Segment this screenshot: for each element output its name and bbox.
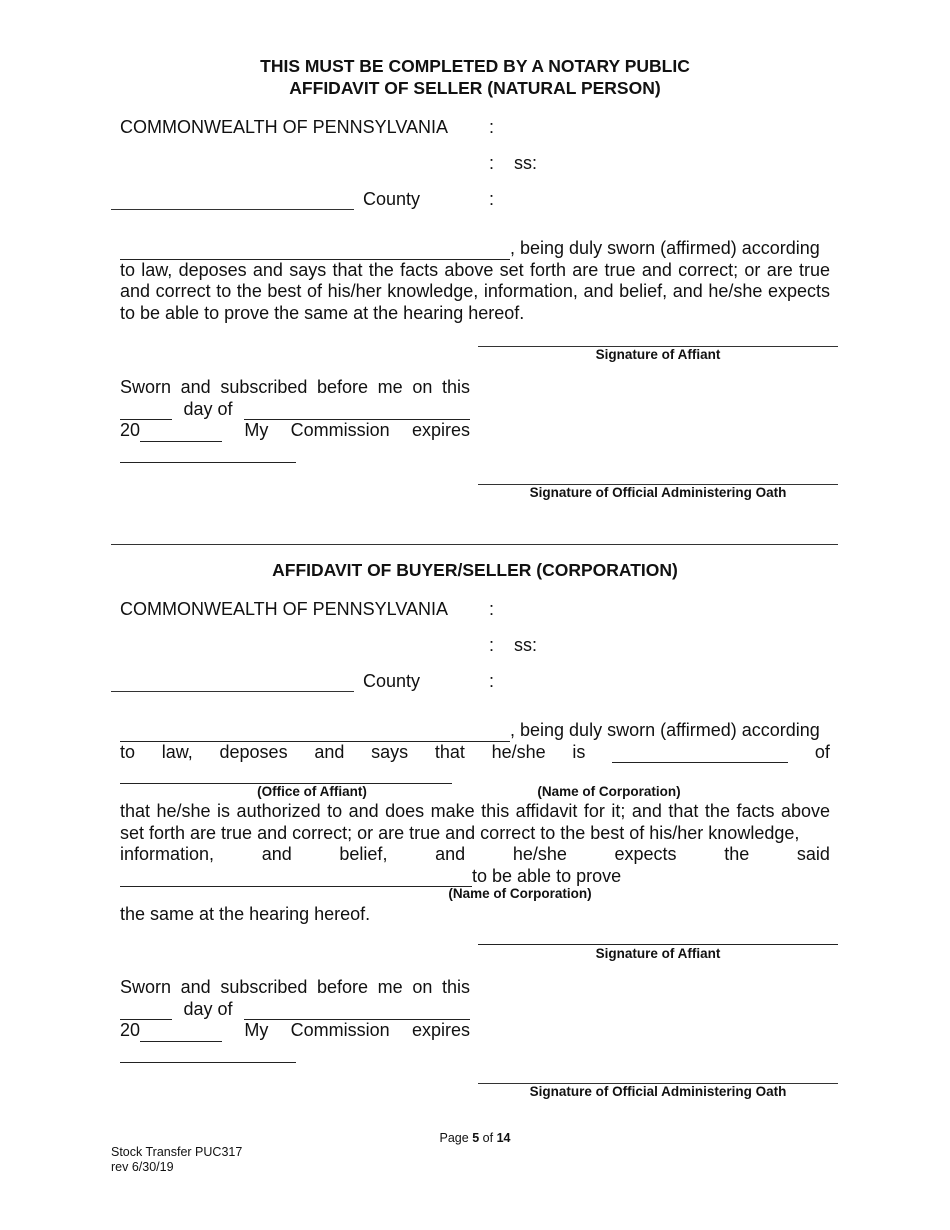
affiant-name-field[interactable] [120,241,510,260]
sworn-clause: , being duly sworn (affirmed) according [510,720,820,740]
form-revision: rev 6/30/19 [111,1160,174,1174]
commission-word: Commission [290,1020,390,1040]
jurat-word: Sworn [120,977,172,997]
office-caption: (Office of Affiant) [257,784,367,799]
seller-affidavit-text [120,238,830,324]
body-word: he/she [512,844,567,864]
commission-word: My [244,420,269,440]
jurat-word: on [412,377,433,397]
jurat-word: me [377,977,403,997]
jurat-word: on [412,977,433,997]
office-of-affiant-field[interactable] [612,744,788,763]
seller-affidavit-title: AFFIDAVIT OF SELLER (NATURAL PERSON) [289,78,661,98]
body-word: of [814,741,830,762]
page-of: of [482,1131,494,1145]
county-name-field[interactable] [111,691,354,692]
jurat-word: this [441,377,470,397]
venue-colon: : [489,599,495,619]
jurat-word: me [377,377,403,397]
official-signature-caption: Signature of Official Administering Oath [529,1084,787,1099]
body-word: says [371,741,409,762]
ss-label: ss: [514,153,538,173]
commission-expiry-field[interactable] [120,1044,296,1063]
ss-label: ss: [514,635,538,655]
body-word: law, [161,741,193,762]
official-signature-caption: Signature of Official Administering Oath [529,485,787,500]
body-word: said [796,844,830,864]
corporation-caption: (Name of Corporation) [448,886,592,901]
corporation-affidavit-body [120,801,830,887]
body-word: deposes [219,741,288,762]
day-field[interactable] [120,1001,172,1020]
body-word: belief, [339,844,388,864]
corporation-body-text: that he/she is authorized to and does make this affidavit for it; and that the facts above set forth are true and correct; or are true and correct to the best of his/her knowledge, [120,801,830,843]
day-of-label: day of [183,998,233,1019]
year-prefix: 20 [120,1020,141,1040]
commission-word: expires [411,1020,470,1040]
body-word: that [434,741,465,762]
corporation-name-field[interactable] [120,765,452,784]
body-word: and [314,741,345,762]
body-word: he/she [491,741,546,762]
form-name: Stock Transfer PUC317 [111,1145,243,1159]
seller-affidavit-body: to law, deposes and says that the facts above set forth are true and correct; or are true and correct to the best of his/her knowledge, information, and belief, and he/she expects to be able to prove the same at the hearing hereof. [120,259,830,323]
page-label: Page [439,1131,469,1145]
body-word: is [572,741,586,762]
seller-jurat [120,377,470,463]
page-total: 14 [496,1131,511,1145]
county-label: County [363,189,421,209]
day-of-label: day of [183,398,233,419]
body-word: to [120,741,136,762]
affiant-signature-caption: Signature of Affiant [595,946,721,961]
venue-colon: : [489,153,495,173]
page-current: 5 [472,1131,480,1145]
body-word: and [261,844,292,864]
month-field[interactable] [244,401,470,420]
jurat-word: subscribed [220,377,308,397]
prove-text: to be able to prove [472,865,622,886]
commission-word: expires [411,420,470,440]
jurat-word: and [180,977,211,997]
commission-word: Commission [290,420,390,440]
body-word: expects [614,844,677,864]
month-field[interactable] [244,1001,470,1020]
venue-colon: : [489,189,495,209]
day-field[interactable] [120,401,172,420]
county-name-field[interactable] [111,209,354,210]
year-field[interactable] [140,1023,222,1042]
affiant-name-field[interactable] [120,723,510,742]
body-word: the [724,844,750,864]
notary-notice: THIS MUST BE COMPLETED BY A NOTARY PUBLIC [260,56,690,76]
venue-colon: : [489,671,495,691]
year-prefix: 20 [120,420,141,440]
county-label: County [363,671,421,691]
commission-word: My [244,1020,269,1040]
affiant-signature-line[interactable] [478,944,838,945]
body-word: information, [120,844,215,864]
commonwealth-label: COMMONWEALTH OF PENNSYLVANIA [120,599,449,619]
body-word: and [435,844,466,864]
jurat-word: before [317,977,369,997]
venue-colon: : [489,117,495,137]
affiant-signature-caption: Signature of Affiant [595,347,721,362]
section-divider [111,544,838,545]
hearing-text: the same at the hearing hereof. [120,904,371,924]
jurat-word: subscribed [220,977,308,997]
corporation-caption: (Name of Corporation) [537,784,681,799]
commission-expiry-field[interactable] [120,444,296,463]
jurat-word: Sworn [120,377,172,397]
jurat-word: this [441,977,470,997]
corporation-affidavit-title: AFFIDAVIT OF BUYER/SELLER (CORPORATION) [272,560,678,580]
corporation-affidavit-text [120,720,830,784]
year-field[interactable] [140,423,222,442]
corporation-name-field[interactable] [120,868,472,887]
jurat-word: and [180,377,211,397]
corporation-jurat [120,977,470,1063]
commonwealth-label: COMMONWEALTH OF PENNSYLVANIA [120,117,449,137]
page-number [0,1131,950,1145]
jurat-word: before [317,377,369,397]
sworn-clause: , being duly sworn (affirmed) according [510,238,820,258]
venue-colon: : [489,635,495,655]
